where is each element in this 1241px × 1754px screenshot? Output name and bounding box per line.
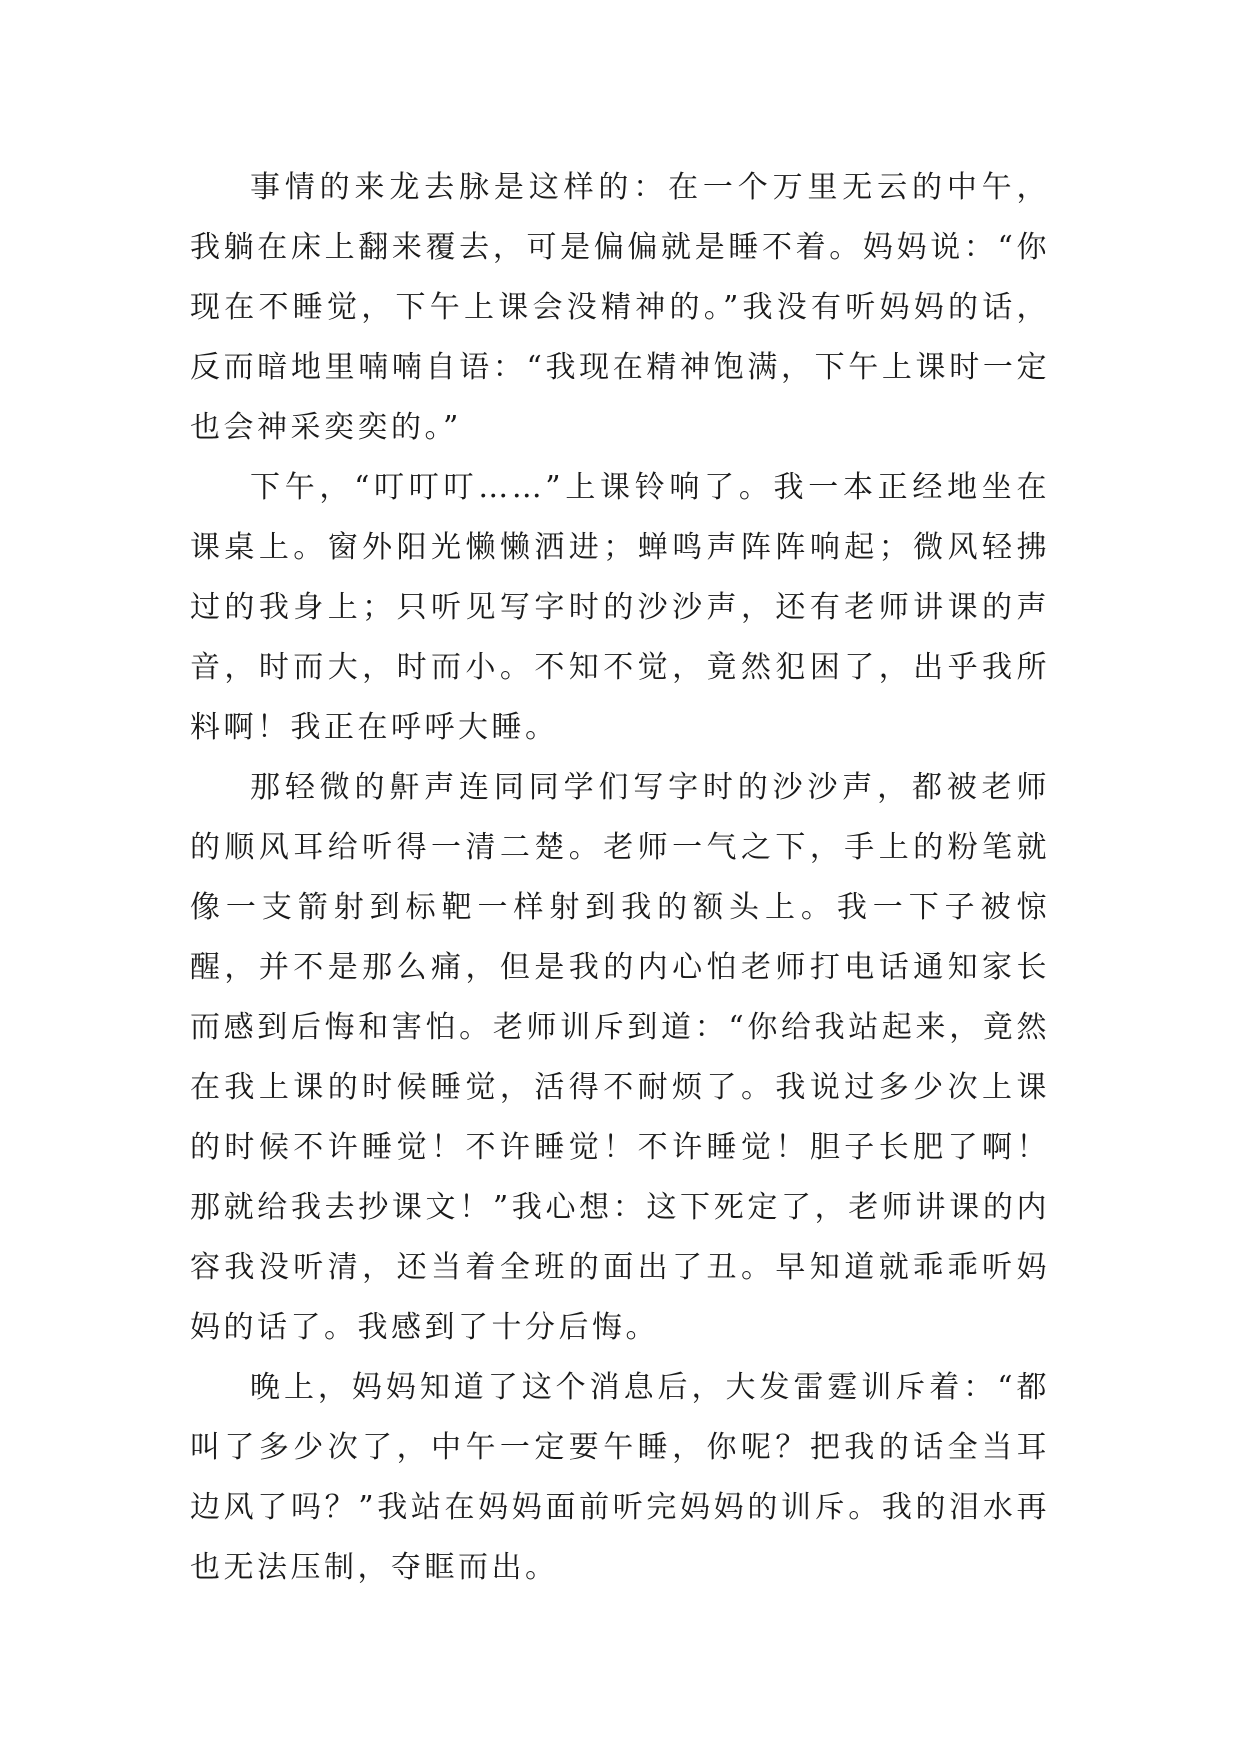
paragraph-1: 事情的来龙去脉是这样的：在一个万里无云的中午，我躺在床上翻来覆去，可是偏偏就是睡不着。妈妈说：“你现在不睡觉，下午上课会没精神的。”我没有听妈妈的话，反而暗地里喃喃自语：“我现在精神饱满，下午上课时一定也会神采奕奕的。” [190, 170, 1050, 445]
document-body [190, 158, 1050, 1598]
paragraph-4: 晚上，妈妈知道了这个消息后，大发雷霆训斥着：“都叫了多少次了，中午一定要午睡，你呢？把我的话全当耳边风了吗？”我站在妈妈面前听完妈妈的训斥。我的泪水再也无法压制，夺眶而出。 [190, 1370, 1050, 1585]
paragraph-3: 那轻微的鼾声连同同学们写字时的沙沙声，都被老师的顺风耳给听得一清二楚。老师一气之下，手上的粉笔就像一支箭射到标靶一样射到我的额头上。我一下子被惊醒，并不是那么痛，但是我的内心怕老师打电话通知家长而感到后悔和害怕。老师训斥到道：“你给我站起来，竟然在我上课的时候睡觉，活得不耐烦了。我说过多少次上课的时候不许睡觉！不许睡觉！不许睡觉！胆子长肥了啊！那就给我去抄课文！”我心想：这下死定了，老师讲课的内容我没听清，还当着全班的面出了丑。早知道就乖乖听妈妈的话了。我感到了十分后悔。 [190, 770, 1050, 1345]
paragraph-2: 下午，“叮叮叮……”上课铃响了。我一本正经地坐在课桌上。窗外阳光懒懒洒进；蝉鸣声阵阵响起；微风轻拂过的我身上；只听见写字时的沙沙声，还有老师讲课的声音，时而大，时而小。不知不觉，竟然犯困了，出乎我所料啊！我正在呼呼大睡。 [190, 470, 1050, 745]
